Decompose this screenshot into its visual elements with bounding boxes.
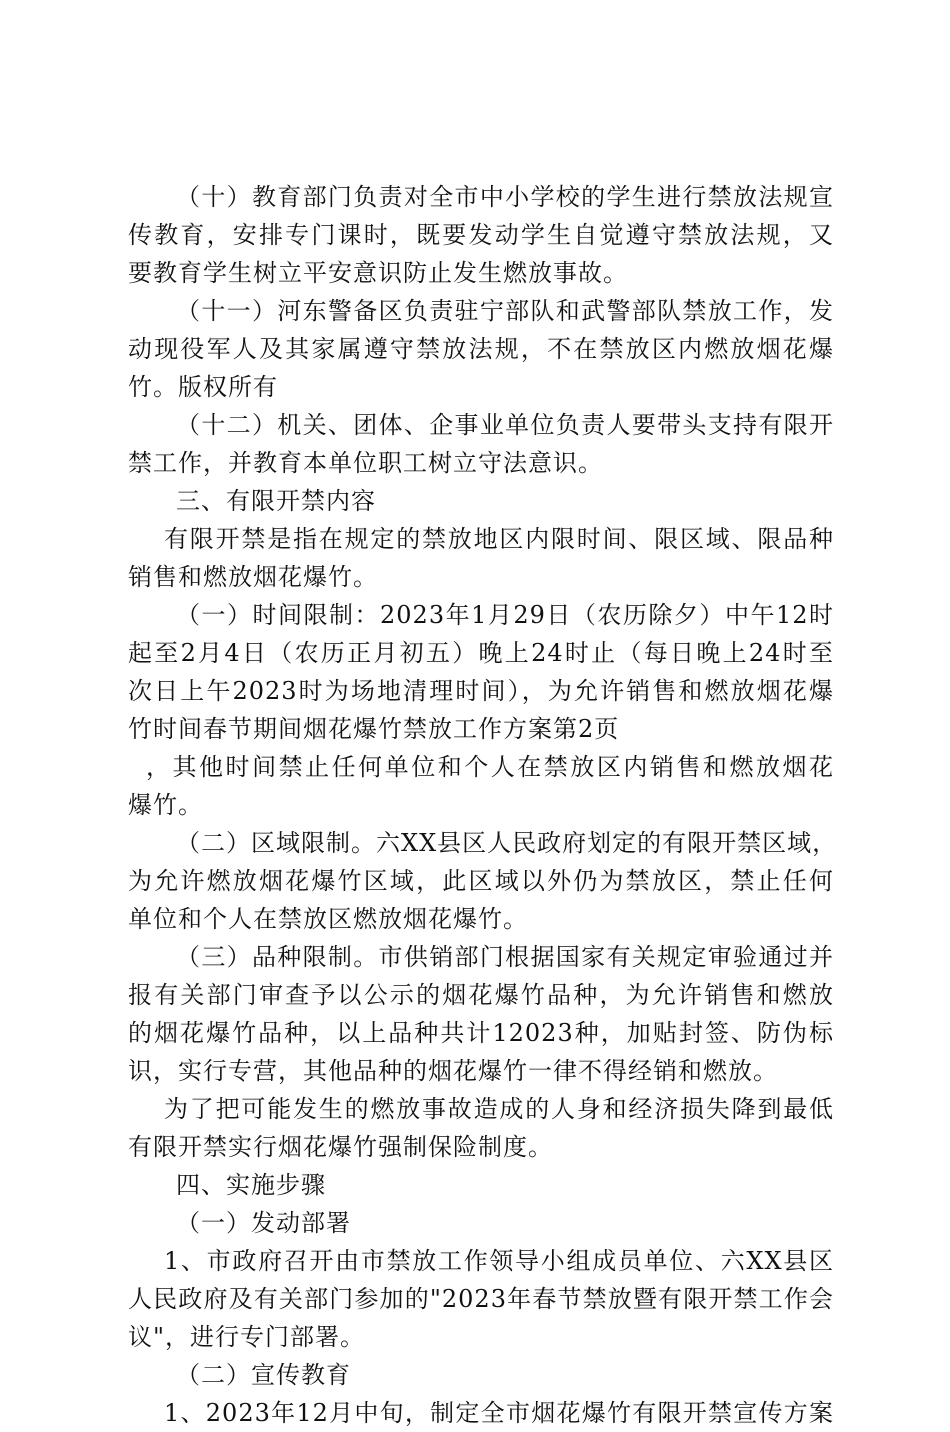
text-line: 人民政府及有关部门参加的"2023年春节禁放暨有限开禁工作会 xyxy=(128,1285,834,1313)
section-heading: 四、实施步骤 xyxy=(176,1171,326,1199)
text-line: 动现役军人及其家属遵守禁放法规，不在禁放区内燃放烟花爆 xyxy=(128,335,834,363)
text-line: 起至2月4日（农历正月初五）晚上24时止（每日晚上24时至 xyxy=(128,639,834,667)
text-line: 1、2023年12月中旬，制定全市烟花爆竹有限开禁宣传方案 xyxy=(164,1399,834,1427)
text-line: 爆竹。 xyxy=(128,791,203,819)
text-line: （十二）机关、团体、企事业单位负责人要带头支持有限开 xyxy=(176,411,834,439)
section-heading: 三、有限开禁内容 xyxy=(176,487,376,515)
subsection-heading: （二）宣传教育 xyxy=(176,1361,351,1389)
text-line: ，其他时间禁止任何单位和个人在禁放区内销售和燃放烟花 xyxy=(146,753,834,781)
text-line: 竹。版权所有 xyxy=(128,373,278,401)
text-line: 议"，进行专门部署。 xyxy=(128,1323,366,1351)
text-line: 有限开禁是指在规定的禁放地区内限时间、限区域、限品种 xyxy=(164,525,834,553)
text-line: 竹时间春节期间烟花爆竹禁放工作方案第2页 xyxy=(128,715,620,743)
text-line: 为允许燃放烟花爆竹区域，此区域以外仍为禁放区，禁止任何 xyxy=(128,867,834,895)
text-line: 识，实行专营，其他品种的烟花爆竹一律不得经销和燃放。 xyxy=(128,1057,778,1085)
text-line: 单位和个人在禁放区燃放烟花爆竹。 xyxy=(128,905,528,933)
text-line: （十）教育部门负责对全市中小学校的学生进行禁放法规宣 xyxy=(176,183,834,211)
document-body xyxy=(128,178,838,1432)
text-line: （十一）河东警备区负责驻宁部队和武警部队禁放工作，发 xyxy=(176,297,834,325)
text-line: （三）品种限制。市供销部门根据国家有关规定审验通过并 xyxy=(176,943,834,971)
subsection-heading: （一）发动部署 xyxy=(176,1209,351,1237)
text-line: 次日上午2023时为场地清理时间），为允许销售和燃放烟花爆 xyxy=(128,677,834,705)
text-line: （一）时间限制：2023年1月29日（农历除夕）中午12时 xyxy=(176,601,834,629)
text-line: 的烟花爆竹品种，以上品种共计12023种，加贴封签、防伪标 xyxy=(128,1019,834,1047)
text-line: （二）区域限制。六XX县区人民政府划定的有限开禁区域， xyxy=(176,829,838,857)
text-line: 禁工作，并教育本单位职工树立守法意识。 xyxy=(128,449,603,477)
text-line: 传教育，安排专门课时，既要发动学生自觉遵守禁放法规，又 xyxy=(128,221,834,249)
text-line: 有限开禁实行烟花爆竹强制保险制度。 xyxy=(128,1133,553,1161)
text-line: 销售和燃放烟花爆竹。 xyxy=(128,563,378,591)
text-line: 1、市政府召开由市禁放工作领导小组成员单位、六XX县区 xyxy=(164,1247,834,1275)
text-line: 报有关部门审查予以公示的烟花爆竹品种，为允许销售和燃放 xyxy=(128,981,834,1009)
text-line: 为了把可能发生的燃放事故造成的人身和经济损失降到最低 xyxy=(164,1095,834,1123)
text-line: 要教育学生树立平安意识防止发生燃放事故。 xyxy=(128,259,628,287)
